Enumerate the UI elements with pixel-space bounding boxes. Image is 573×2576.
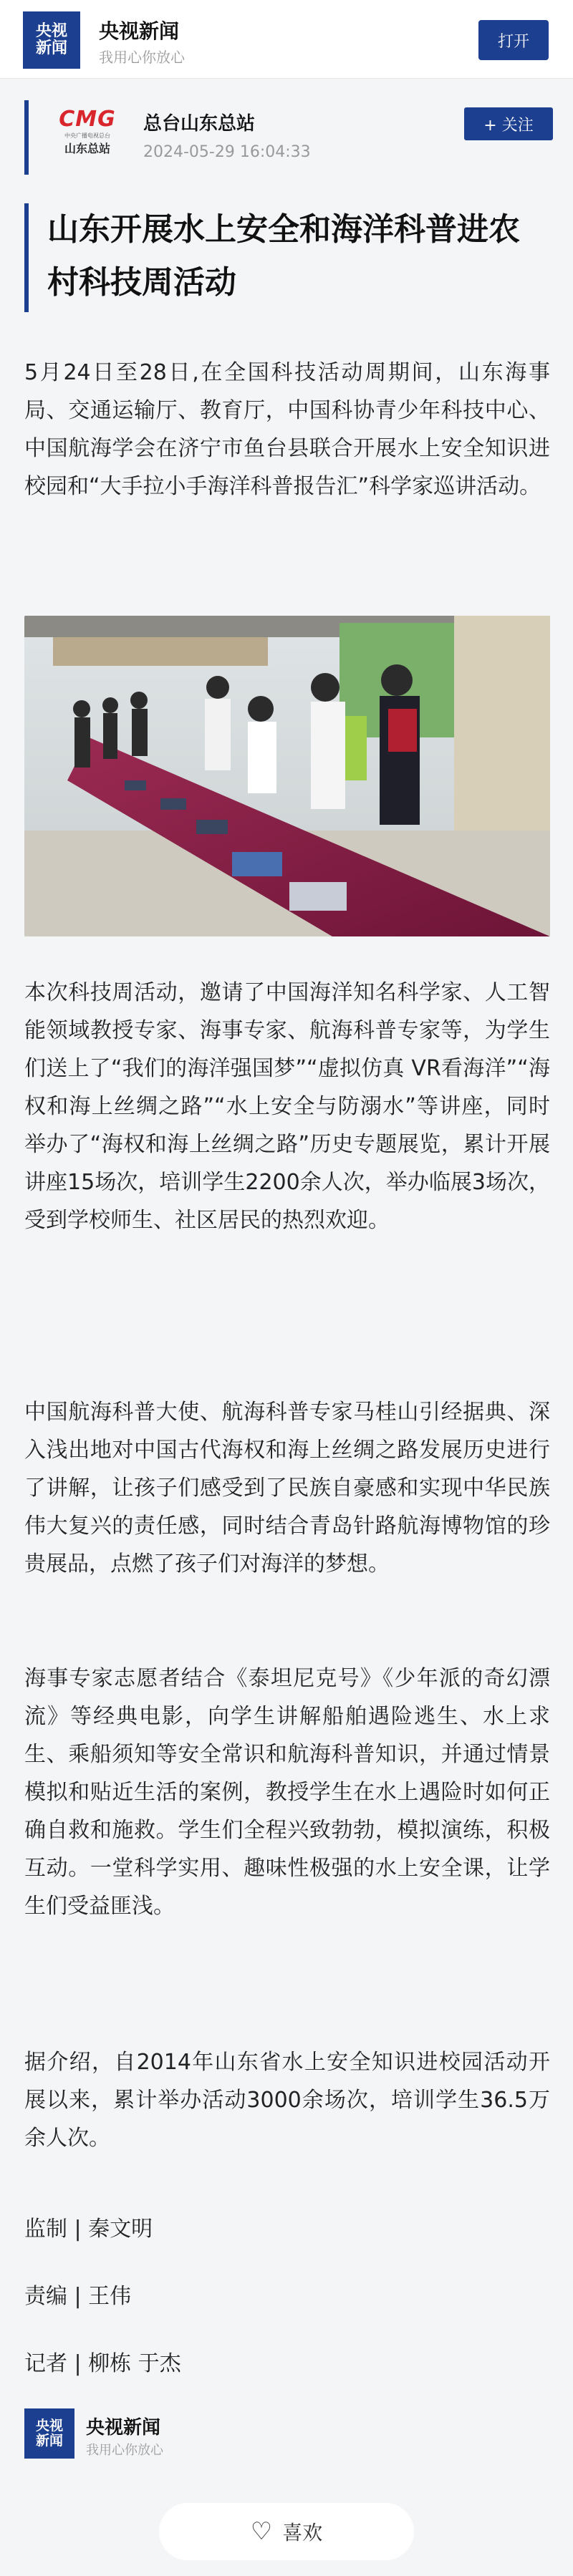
credit-reporter: 记者 | 柳栋 于杰 [24,2351,181,2376]
like-button[interactable] [159,2503,414,2560]
footer-brand [24,2408,311,2460]
article-paragraph: 5月24日至28日,在全国科技活动周期间，山东海事局、交通运输厅、教育厅，中国科协青少年科技中心、中国航海学会在济宁市鱼台县联合开展水上安全知识进校园和“大手拉小手海洋科普报告汇”科学家巡讲活动。 [24,360,550,499]
credit-supervisor: 监制 | 秦文明 [24,2217,153,2242]
logo-text-bottom: 新闻 [35,2433,63,2449]
cmg-logo-name: 山东总站 [64,142,110,155]
footer-slogan: 我用心你放心 [86,2443,163,2458]
app-header [0,0,573,79]
article-paragraph: 海事专家志愿者结合《泰坦尼克号》《少年派的奇幻漂流》等经典电影，向学生讲解船舶遇险逃生、水上求生、乘船须知等安全常识和航海科普知识，并通过情景模拟和贴近生活的案例，教授学生在水上遇险时如何正确自救和施救。学生们全程兴致勃勃，模拟演练，积极互动。一堂科学实用、趣味性极强的水上安全课，让学生们受益匪浅。 [24,1666,550,1919]
photo-illustration [24,616,550,936]
cmg-logo [52,107,123,168]
publish-time: 2024-05-29 16:04:33 [143,143,311,161]
follow-button[interactable]: + 关注 [464,107,553,140]
article-paragraph: 本次科技周活动，邀请了中国海洋知名科学家、人工智能领域教授专家、海事专家、航海科普专家等，为学生们送上了“我们的海洋强国梦”“虚拟仿真 VR看海洋”“海权和海上丝绸之路”“水上安全与防溺水”等讲座，同时举办了“海权和海上丝绸之路”历史专题展览，累计开展讲座15场次，培训学生2200余人次，举办临展3场次，受到学校师生、社区居民的热烈欢迎。 [24,980,550,1233]
logo-text-top: 央视 [35,2418,63,2434]
logo-text-bottom: 新闻 [35,39,67,57]
cmg-logo-mark: CMG [59,107,116,132]
like-label: 喜欢 [282,2521,323,2544]
article-paragraph: 中国航海科普大使、航海科普专家马桂山引经据典、深入浅出地对中国古代海权和海上丝绸之路发展历史进行了讲解，让孩子们感受到了民族自豪感和实现中华民族伟大复兴的责任感，同时结合青岛针路航海博物馆的珍贵展品，点燃了孩子们对海洋的梦想。 [24,1400,550,1577]
source-info [24,100,550,175]
article-title: 山东开展水上安全和海洋科普进农村科技周活动 [47,211,520,301]
cmg-logo-sub: 中央广播电视总台 [64,132,110,139]
cctv-news-logo [23,11,80,69]
article-photo[interactable] [24,616,550,936]
article-paragraph: 据介绍，自2014年山东省水上安全知识进校园活动开展以来，累计举办活动3000余场次，培训学生36.5万余人次。 [24,2050,550,2151]
footer-app-name: 央视新闻 [86,2417,161,2439]
app-slogan: 我用心你放心 [99,49,185,66]
article-title-block [24,203,550,312]
cctv-news-logo [24,2408,74,2459]
logo-text-top: 央视 [35,21,67,40]
source-name[interactable]: 总台山东总站 [143,113,256,135]
heart-icon: ♡ [250,2517,273,2546]
open-app-button[interactable]: 打开 [478,20,549,60]
app-name: 央视新闻 [99,19,180,43]
credit-editor: 责编 | 王伟 [24,2284,132,2309]
